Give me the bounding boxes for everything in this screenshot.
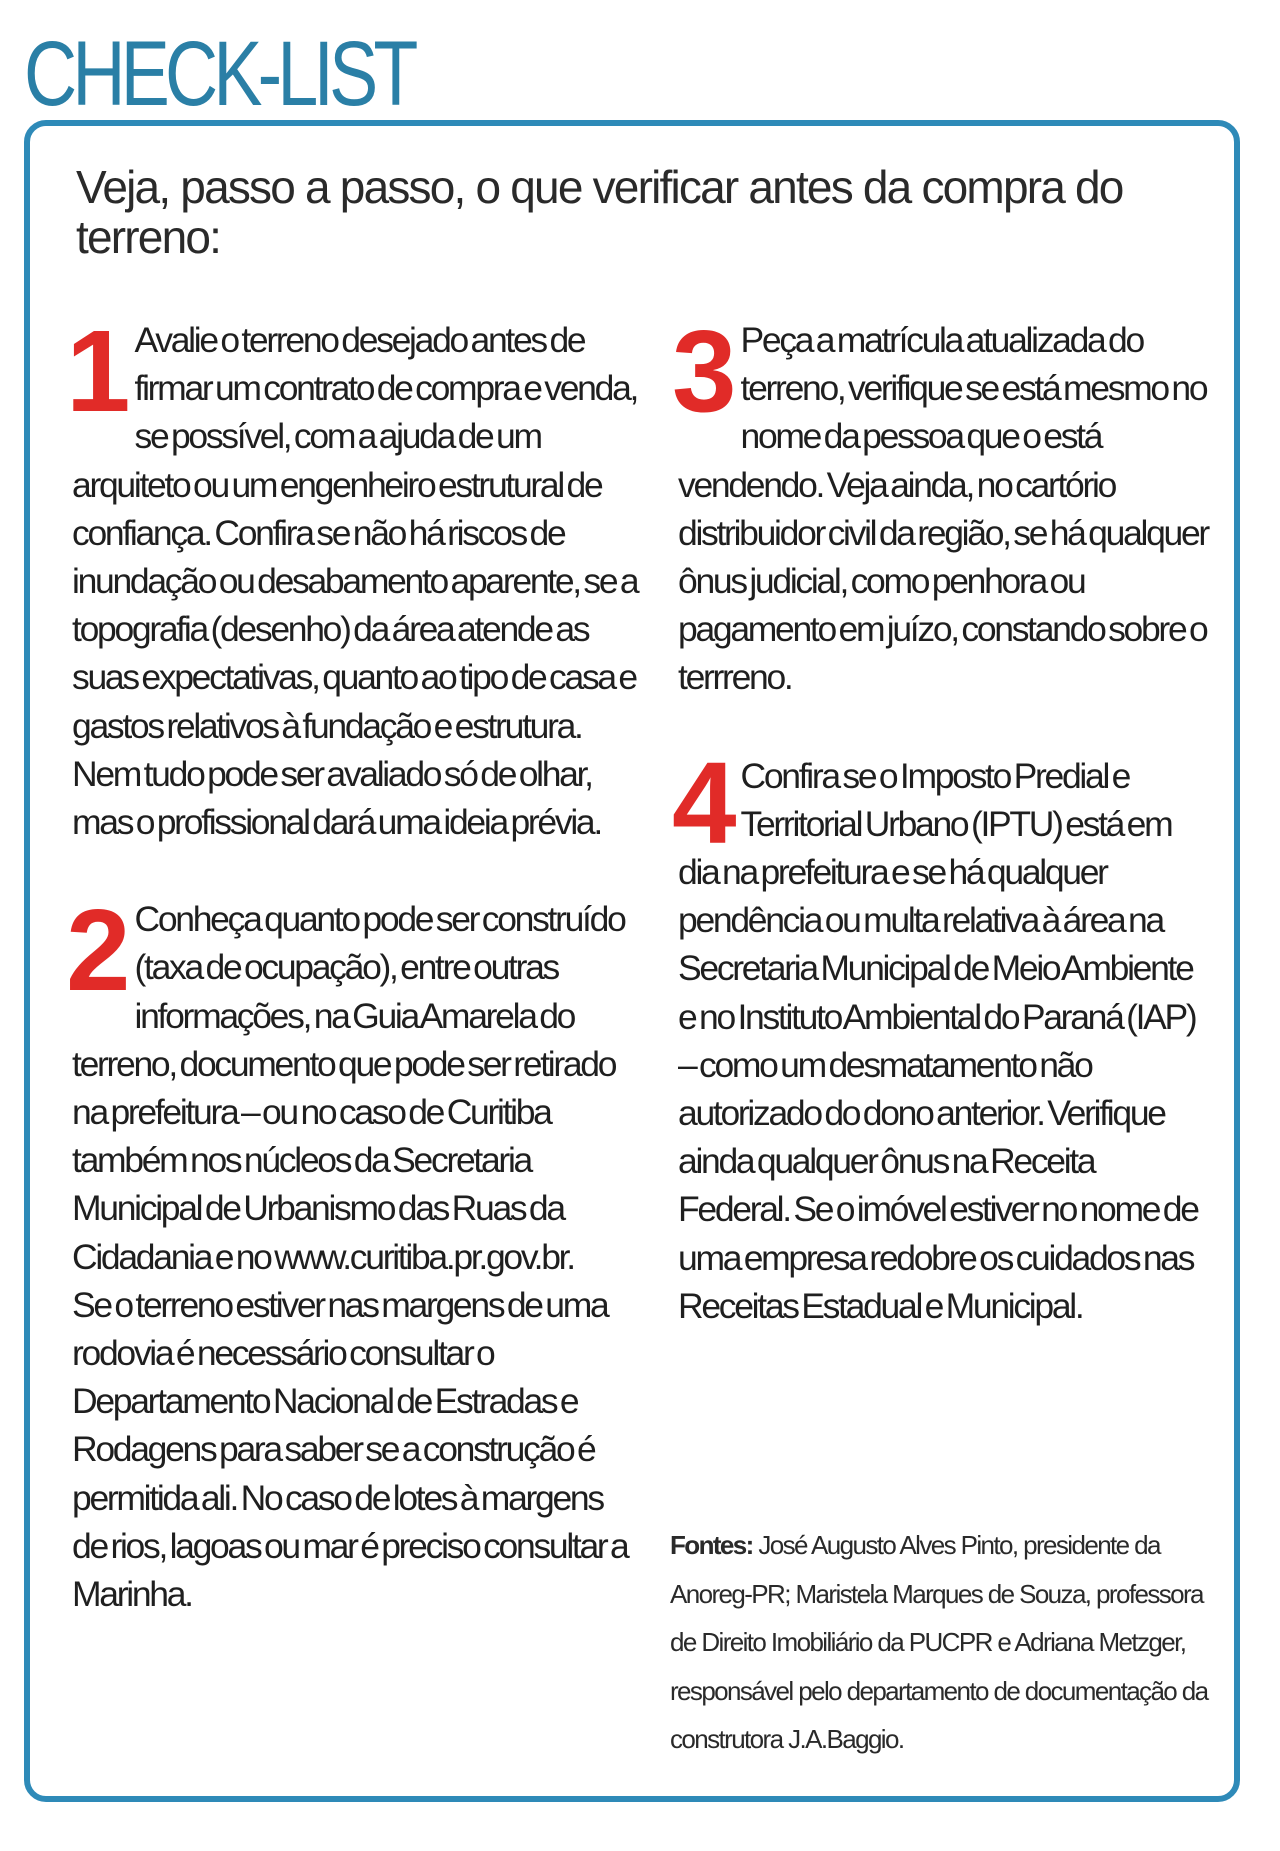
step-text: Confira se o Imposto Predial e Territorial Urbano (IPTU) está em dia na prefeitura e se há qualquer pendência ou multa relativa à área na Secretaria Municipal de Meio Ambiente e no Instituto Ambiental do Paraná (IAP) – como um desmatamento não autorizado do dono anterior. Verifique ainda qualquer ônus na Receita Federal. Se o imóvel estiver no nome de uma empresa redobre os cuidados nas Receitas Estadual e Municipal. <box>678 755 1198 1326</box>
step-number: 1 <box>66 306 131 436</box>
sources-note <box>670 1521 1230 1764</box>
step-number: 4 <box>672 737 737 868</box>
step-2 <box>66 885 640 1618</box>
page-title: CHECK-LIST <box>24 23 414 125</box>
sources-label: Fontes: <box>670 1530 753 1560</box>
left-column <box>66 306 640 1618</box>
checklist-panel <box>24 120 1240 1802</box>
sources-text: José Augusto Alves Pinto, presidente da Anoreg-PR; Maristela Marques de Souza, professora de Direito Imobiliário da PUCPR e Adriana Metzger, responsável pelo departamento de documentação da construtora J.A.Baggio. <box>670 1530 1208 1754</box>
right-column <box>672 306 1208 1330</box>
step-text: Conheça quanto pode ser construído (taxa de ocupação), entre outras informações, na Guia Amarela do terreno, documento que pode ser retirado na prefeitura – ou no caso de Curitiba também nos núcleos da Secretaria Municipal de Urbanismo das Ruas da Cidadania e no www.curitiba.pr.gov.br. <box>72 899 625 1277</box>
step-text: Peça a matrícula atualizada do terreno, verifique se está mesmo no nome da pessoa que o está vendendo. Veja ainda, no cartório distribuidor civil da região, se há qualquer ônus judicial, como penhora ou pagamento em juízo, constando sobre o terrreno. <box>678 320 1208 698</box>
step-text-extra: Se o terreno estiver nas margens de uma rodovia é necessário consultar o Departamento Nacional de Estradas e Rodagens para saber se a construção é permitida ali. No caso de lotes à margens de rios, lagoas ou mar é preciso consultar a Marinha. <box>72 1284 628 1615</box>
intro-text: Veja, passo a passo, o que verificar antes da compra do terreno: <box>76 161 1123 263</box>
step-1 <box>66 306 640 846</box>
step-number: 3 <box>672 306 737 436</box>
step-text: Avalie o terreno desejado antes de firmar um contrato de compra e venda, se possível, com a ajuda de um arquiteto ou um engenheiro estrutural de confiança. Confira se não há riscos de inundação ou desabamento aparente, se a topografia (desenho) da área atende as suas expectativas, quanto ao tipo de casa e gastos relativos à fundação e estrutura. Nem tudo pode ser avaliado só de olhar, mas o profissional dará uma ideia prévia. <box>72 320 638 843</box>
step-number: 2 <box>66 885 131 1016</box>
step-3 <box>672 306 1208 702</box>
step-4 <box>672 737 1208 1330</box>
